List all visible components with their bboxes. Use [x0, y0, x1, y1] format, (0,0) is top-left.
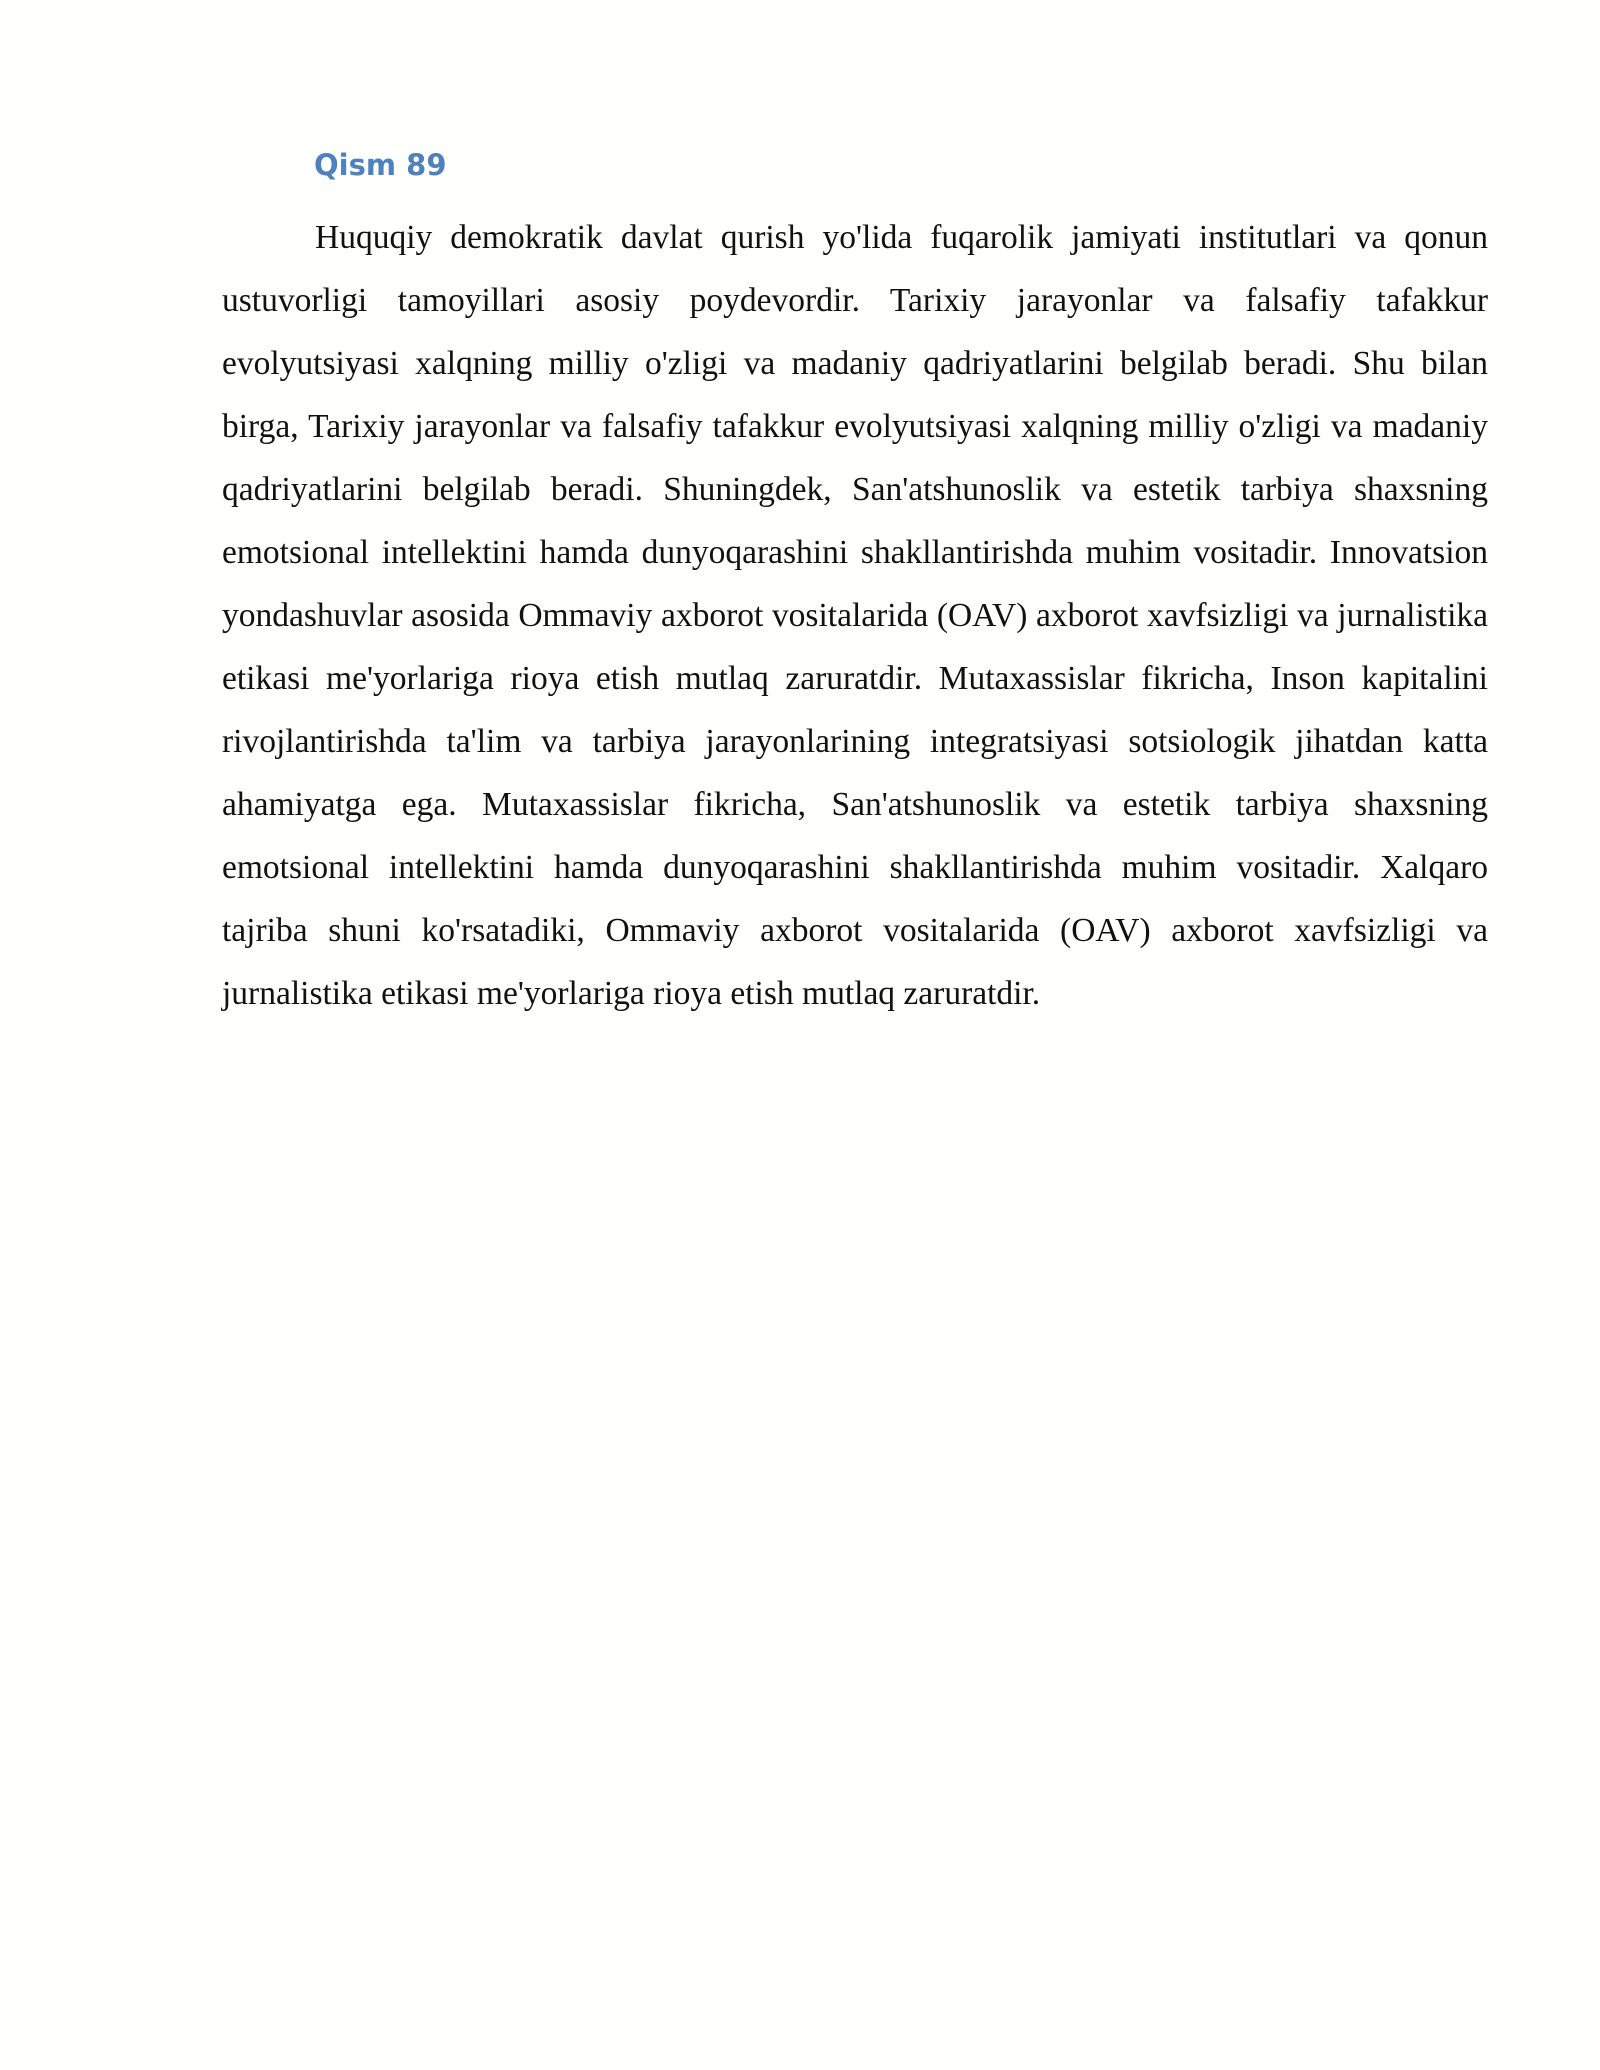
section-heading: Qism 89 [314, 148, 447, 182]
body-paragraph: Huquqiy demokratik davlat qurish yo'lida fuqarolik jamiyati institutlari va qonun ustuvorligi tamoyillari asosiy poydevordir. Tarixiy jarayonlar va falsafiy tafakkur evolyutsiyasi xalqning milliy o'zligi va madaniy qadriyatlarini belgilab beradi. Shu bilan birga, Tarixiy jarayonlar va falsafiy tafakkur evolyutsiyasi xalqning milliy o'zligi va madaniy qadriyatlarini belgilab beradi. Shuningdek, San'atshunoslik va estetik tarbiya shaxsning emotsional intellektini hamda dunyoqarashini shakllantirishda muhim vositadir. Innovatsion yondashuvlar asosida Ommaviy axborot vositalarida (OAV) axborot xavfsizligi va jurnalistika etikasi me'yorlariga rioya etish mutlaq zaruratdir. Mutaxassislar fikricha, Inson kapitalini rivojlantirishda ta'lim va tarbiya jarayonlarining integratsiyasi sotsiologik jihatdan katta ahamiyatga ega. Mutaxassislar fikricha, San'atshunoslik va estetik tarbiya shaxsning emotsional intellektini hamda dunyoqarashini shakllantirishda muhim vositadir. Xalqaro tajriba shuni ko'rsatadiki, Ommaviy axborot vositalarida (OAV) axborot xavfsizligi va jurnalistika etikasi me'yorlariga rioya etish mutlaq zaruratdir. [222, 219, 1488, 1012]
